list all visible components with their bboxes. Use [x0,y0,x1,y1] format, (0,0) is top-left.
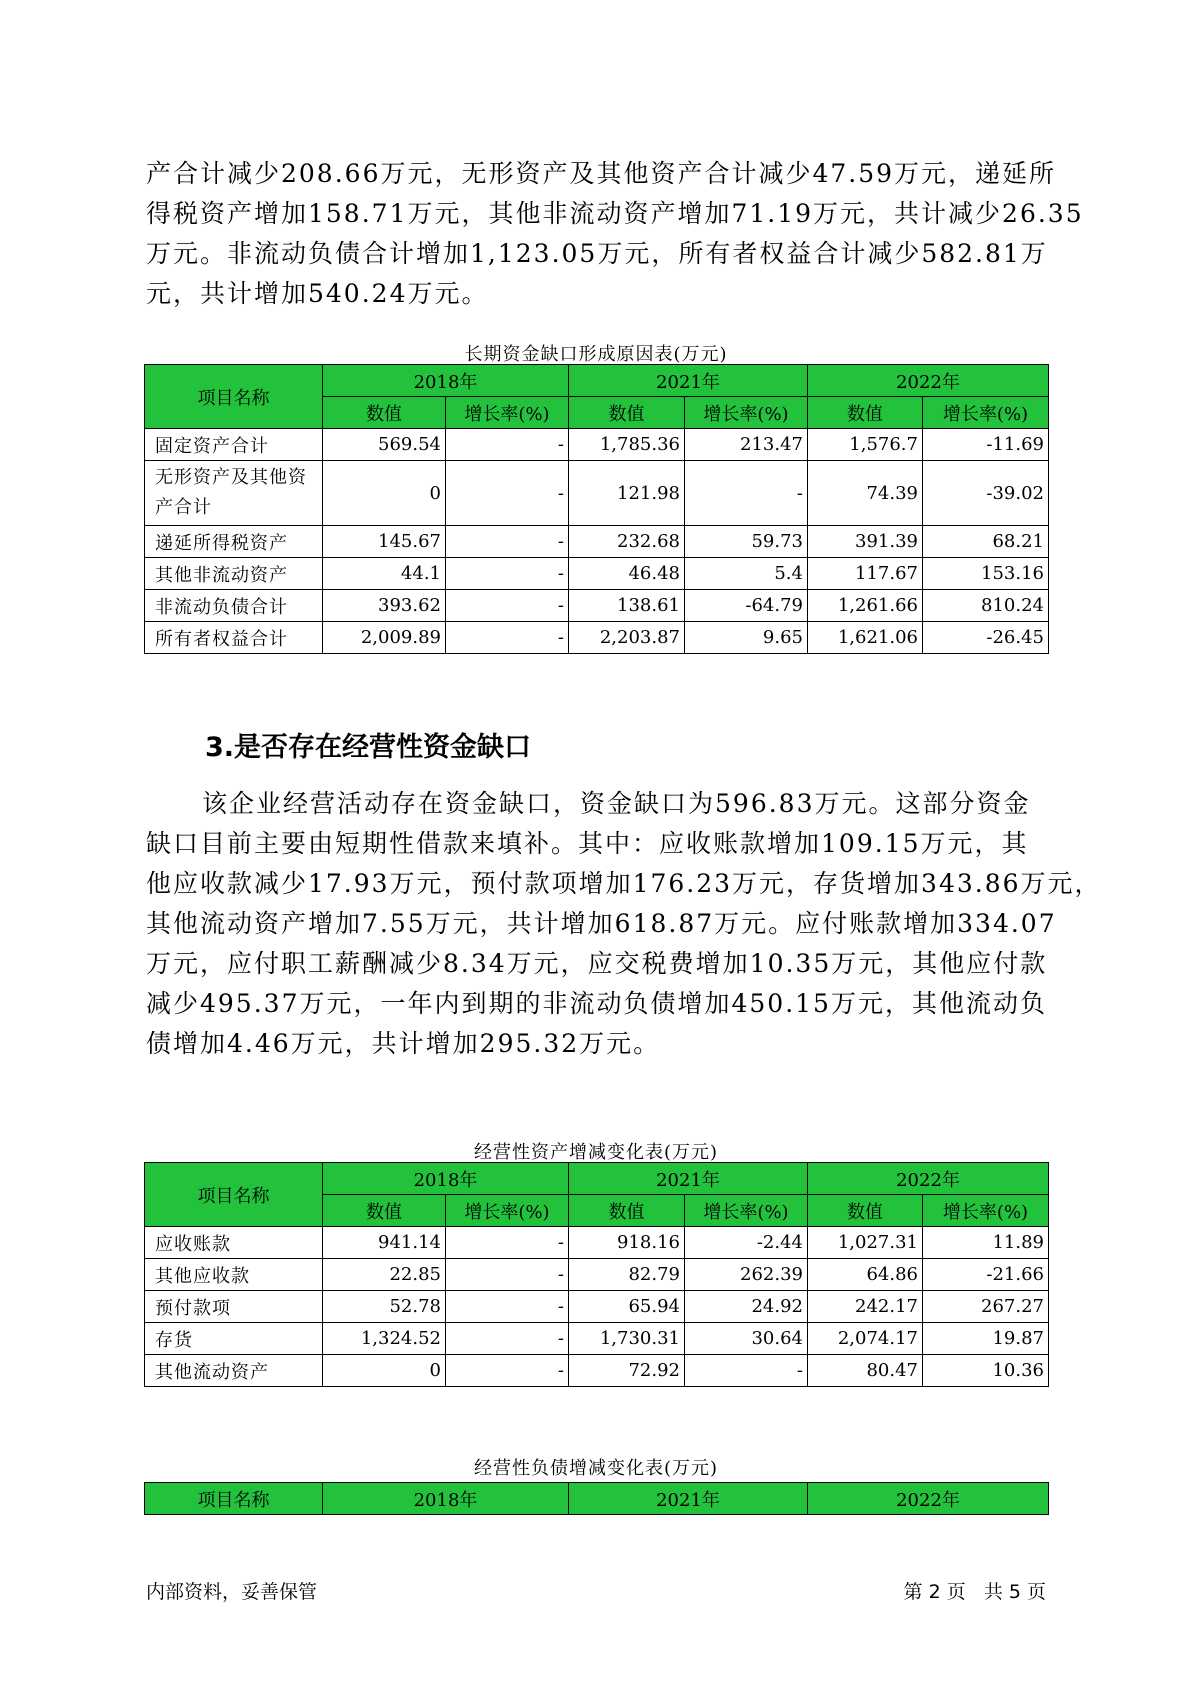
cell: 64.86 [808,1259,923,1291]
cell: - [446,590,569,622]
footer-page-number: 第 2 页 共 5 页 [903,1581,1046,1603]
table-row [145,590,1049,622]
header-value: 数值 [323,1195,446,1227]
cell: 569.54 [323,429,446,461]
cell: 44.1 [323,558,446,590]
paragraph-line: 万元。非流动负债合计增加1,123.05万元，所有者权益合计减少582.81万 [146,239,1048,268]
cell: - [685,461,808,526]
row-name: 其他应收款 [145,1259,323,1291]
row-name: 固定资产合计 [145,429,323,461]
cell: - [446,1291,569,1323]
paragraph-line: 元，共计增加540.24万元。 [146,279,489,308]
cell: 68.21 [923,526,1049,558]
row-name: 应收账款 [145,1227,323,1259]
cell: 65.94 [569,1291,685,1323]
cell: 9.65 [685,622,808,654]
header-value: 数值 [323,397,446,429]
section-heading: 3.是否存在经营性资金缺口 [205,732,532,763]
cell: 941.14 [323,1227,446,1259]
cell: 1,027.31 [808,1227,923,1259]
cell: - [446,1227,569,1259]
cell: 82.79 [569,1259,685,1291]
table-row [145,429,1049,461]
cell: 22.85 [323,1259,446,1291]
paragraph-line: 产合计减少208.66万元，无形资产及其他资产合计减少47.59万元，递延所 [146,159,1057,188]
cell: 0 [323,461,446,526]
cell: - [446,526,569,558]
cell: 918.16 [569,1227,685,1259]
header-value: 数值 [569,1195,685,1227]
table-row [145,558,1049,590]
cell: -39.02 [923,461,1049,526]
row-name: 其他非流动资产 [145,558,323,590]
table-header-row [145,365,1049,397]
paragraph-line: 他应收款减少17.93万元，预付款项增加176.23万元，存货增加343.86万元， [146,869,1102,898]
cell: 267.27 [923,1291,1049,1323]
cell: 1,261.66 [808,590,923,622]
cell: 262.39 [685,1259,808,1291]
row-name: 预付款项 [145,1291,323,1323]
header-year: 2022年 [808,1163,1049,1195]
cell: - [446,461,569,526]
cell: 153.16 [923,558,1049,590]
intro-paragraph [146,154,1084,314]
cell: 10.36 [923,1355,1049,1387]
cell: 1,785.36 [569,429,685,461]
row-name: 无形资产及其他资产合计 [145,461,323,526]
cell: 117.67 [808,558,923,590]
cell: 242.17 [808,1291,923,1323]
table-row [145,1291,1049,1323]
cell: 2,203.87 [569,622,685,654]
cell: 24.92 [685,1291,808,1323]
cell: - [446,1259,569,1291]
row-name: 递延所得税资产 [145,526,323,558]
cell: 19.87 [923,1323,1049,1355]
row-name: 存货 [145,1323,323,1355]
header-year: 2018年 [323,1163,569,1195]
row-name: 所有者权益合计 [145,622,323,654]
cell: 393.62 [323,590,446,622]
row-name: 其他流动资产 [145,1355,323,1387]
cell: -64.79 [685,590,808,622]
cell: 52.78 [323,1291,446,1323]
cell: 145.67 [323,526,446,558]
cell: 232.68 [569,526,685,558]
table1 [144,364,1049,654]
cell: 1,621.06 [808,622,923,654]
table1-caption: 长期资金缺口形成原因表(万元) [464,344,728,365]
cell: 59.73 [685,526,808,558]
paragraph-line: 减少495.37万元，一年内到期的非流动负债增加450.15万元，其他流动负 [146,989,1047,1018]
cell: 5.4 [685,558,808,590]
section-paragraph [146,784,1102,1064]
header-year: 2021年 [569,1163,808,1195]
header-year: 2021年 [569,1483,808,1515]
header-item-name: 项目名称 [145,1483,323,1515]
header-item-name: 项目名称 [145,365,323,429]
table3-caption: 经营性负债增减变化表(万元) [473,1458,719,1479]
table-row [145,1227,1049,1259]
cell: 0 [323,1355,446,1387]
table2 [144,1162,1049,1387]
cell: - [446,622,569,654]
header-year: 2022年 [808,365,1049,397]
cell: 810.24 [923,590,1049,622]
header-growth: 增长率(%) [923,397,1049,429]
table-row [145,526,1049,558]
table-row [145,622,1049,654]
cell: 213.47 [685,429,808,461]
header-value: 数值 [808,1195,923,1227]
cell: - [446,558,569,590]
paragraph-line: 债增加4.46万元，共计增加295.32万元。 [146,1029,661,1058]
cell: 1,730.31 [569,1323,685,1355]
header-year: 2022年 [808,1483,1049,1515]
header-year: 2021年 [569,365,808,397]
cell: 2,074.17 [808,1323,923,1355]
table-header-row [145,1163,1049,1195]
cell: - [446,1323,569,1355]
header-value: 数值 [569,397,685,429]
paragraph-line: 缺口目前主要由短期性借款来填补。其中：应收账款增加109.15万元，其 [146,829,1029,858]
cell: 1,576.7 [808,429,923,461]
cell: -21.66 [923,1259,1049,1291]
cell: 1,324.52 [323,1323,446,1355]
header-growth: 增长率(%) [446,1195,569,1227]
cell: 121.98 [569,461,685,526]
cell: 80.47 [808,1355,923,1387]
header-year: 2018年 [323,1483,569,1515]
cell: 11.89 [923,1227,1049,1259]
footer-confidential-note: 内部资料，妥善保管 [146,1581,318,1603]
header-growth: 增长率(%) [685,397,808,429]
paragraph-line: 得税资产增加158.71万元，其他非流动资产增加71.19万元，共计减少26.35 [146,199,1084,228]
table2-caption: 经营性资产增减变化表(万元) [473,1142,719,1163]
table-header-row [145,1483,1049,1515]
paragraph-line: 万元，应付职工薪酬减少8.34万元，应交税费增加10.35万元，其他应付款 [146,949,1048,978]
row-name: 非流动负债合计 [145,590,323,622]
header-year: 2018年 [323,365,569,397]
cell: - [446,1355,569,1387]
cell: 46.48 [569,558,685,590]
header-growth: 增长率(%) [923,1195,1049,1227]
table-row [145,1323,1049,1355]
header-growth: 增长率(%) [446,397,569,429]
cell: - [446,429,569,461]
table-row [145,461,1049,526]
header-value: 数值 [808,397,923,429]
cell: -11.69 [923,429,1049,461]
paragraph-line: 该企业经营活动存在资金缺口，资金缺口为596.83万元。这部分资金 [202,789,1031,818]
header-item-name: 项目名称 [145,1163,323,1227]
table-row [145,1355,1049,1387]
table-row [145,1259,1049,1291]
cell: 391.39 [808,526,923,558]
cell: 2,009.89 [323,622,446,654]
table3 [144,1482,1049,1515]
cell: 72.92 [569,1355,685,1387]
cell: - [685,1355,808,1387]
header-growth: 增长率(%) [685,1195,808,1227]
cell: -26.45 [923,622,1049,654]
cell: -2.44 [685,1227,808,1259]
cell: 74.39 [808,461,923,526]
cell: 30.64 [685,1323,808,1355]
cell: 138.61 [569,590,685,622]
paragraph-line: 其他流动资产增加7.55万元，共计增加618.87万元。应付账款增加334.07 [146,909,1057,938]
